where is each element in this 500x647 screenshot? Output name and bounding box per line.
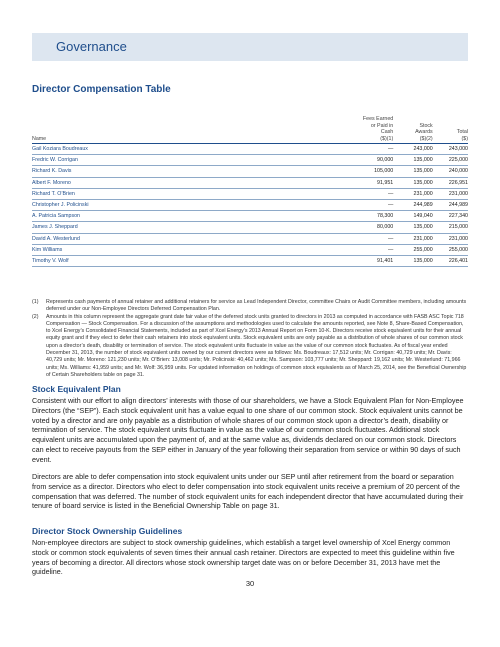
- fees-cell: 80,000: [350, 222, 394, 233]
- footnotes: [32, 299, 468, 379]
- total-cell: 226,951: [433, 177, 468, 188]
- table-row: [32, 244, 468, 255]
- fees-cell: —: [350, 144, 394, 155]
- stock-cell: 244,989: [393, 199, 432, 210]
- director-name: James J. Sheppard: [32, 222, 350, 233]
- fees-cell: 105,000: [350, 166, 394, 177]
- stock-cell: 135,000: [393, 255, 432, 266]
- total-cell: 255,000: [433, 244, 468, 255]
- director-compensation-table: [32, 116, 468, 267]
- director-name: Richard K. Davis: [32, 166, 350, 177]
- table-row: [32, 188, 468, 199]
- footnote-text: Represents cash payments of annual retainer and additional retainers for service as Lead Independent Director, committee Chairs or Audit Committee members, including amounts deferred under our Non-Employee Directors Deferred Compensation Plan.: [46, 299, 467, 313]
- col-header-stock: Stock Awards ($)(2): [393, 116, 432, 144]
- col-header-name: Name: [32, 116, 350, 144]
- fees-cell: 90,000: [350, 155, 394, 166]
- comp-table-title: Director Compensation Table: [32, 84, 171, 95]
- total-cell: 227,340: [433, 211, 468, 222]
- table-header-row: [32, 116, 468, 144]
- fees-cell: —: [350, 244, 394, 255]
- director-name: Albert F. Moreno: [32, 177, 350, 188]
- section-banner: [32, 33, 468, 61]
- stock-plan-paragraph-2: Directors are able to defer compensation into stock equivalent units under our SEP until after retirement from the board or separation from service as a director. Directors who elect to defer compensation into stock equivalent units receive a premium of 20 percent of the compensation that was deferred. The number of stock equivalent units for each independent director that have accumulated during their tenure of board service is listed in the Beneficial Ownership Table on page 31.: [32, 472, 464, 511]
- total-cell: 225,000: [433, 155, 468, 166]
- col-header-total: Total ($): [433, 116, 468, 144]
- footnote-key: (1): [32, 299, 39, 305]
- total-cell: 244,989: [433, 199, 468, 210]
- table-row: [32, 177, 468, 188]
- section-title: Governance: [56, 39, 127, 54]
- director-name: Timothy V. Wolf: [32, 255, 350, 266]
- total-cell: 215,000: [433, 222, 468, 233]
- footnote-2: [32, 314, 468, 380]
- director-name: Richard T. O’Brien: [32, 188, 350, 199]
- director-name: David A. Westerlund: [32, 233, 350, 244]
- director-name: Kim Williams: [32, 244, 350, 255]
- total-cell: 240,000: [433, 166, 468, 177]
- stock-cell: 135,000: [393, 222, 432, 233]
- fees-cell: —: [350, 233, 394, 244]
- director-name: Gail Koziara Boudreaux: [32, 144, 350, 155]
- director-name: Christopher J. Policinski: [32, 199, 350, 210]
- total-cell: 231,000: [433, 233, 468, 244]
- stock-cell: 135,000: [393, 177, 432, 188]
- stock-cell: 149,040: [393, 211, 432, 222]
- director-name: Fredric W. Corrigan: [32, 155, 350, 166]
- fees-cell: 91,951: [350, 177, 394, 188]
- ownership-heading: Director Stock Ownership Guidelines: [32, 526, 183, 536]
- fees-cell: —: [350, 199, 394, 210]
- table-row: [32, 199, 468, 210]
- table-row: [32, 155, 468, 166]
- table-row: [32, 233, 468, 244]
- director-name: A. Patricia Sampson: [32, 211, 350, 222]
- page-number: 30: [245, 579, 255, 588]
- footnote-key: (2): [32, 313, 39, 320]
- stock-cell: 231,000: [393, 188, 432, 199]
- table-row: [32, 211, 468, 222]
- table-row: [32, 222, 468, 233]
- ownership-paragraph: Non-employee directors are subject to stock ownership guidelines, which establish a target level ownership of Xcel Energy common stock or common stock equivalents of seven times their annual cash retainer. Directors are expected to meet this guideline within five years of becoming a director. All directors whose stock ownership target date was on or before December 31, 2013 have met the guideline.: [32, 538, 455, 577]
- col-header-fees: Fees Earned or Paid in Cash ($)(1): [350, 116, 394, 144]
- table-row: [32, 144, 468, 155]
- fees-cell: 78,300: [350, 211, 394, 222]
- footnote-text: Amounts in this column represent the aggregate grant date fair value of the deferred stock units granted to directors in 2013 as computed in accordance with FASB ASC Topic 718 Compensation — Stock Compensation. For a discussion of the assumptions and methodologies used to calculate the amounts reported, see Note 8, Share-Based Compensation, to Xcel Energy’s Consolidated Financial Statements, included as part of Xcel Energy’s 2013 Annual Report on Form 10-K. Directors receive stock equivalent units for their annual equity grant and if they elect to defer their cash retainers into stock equivalent units. Stock equivalent units are only payable as a distribution of whole shares of our common stock upon a director’s death, disability or termination of service. The stock equivalent units fluctuate in value as the value of our common stock fluctuates. As of fiscal year ended December 31, 2013, the number of stock equivalent units owned by our current directors were as follows: Ms. Boudreaux: 17,512 units; Mr. Corrigan: 40,729 units; Mr. Davis: 40,729 units; Mr. Moreno: 121,230 units; Mr. O’Brien: 13,008 units; Mr. Policinski: 40,462 units; Ms. Sampson: 103,777 units; Mr. Sheppard: 19,162 units; Mr. Westerlund: 71,966 units; Ms. Williams: 41,959 units; and Mr. Wolf: 36,959 units. For updated information on holdings of common stock equivalents as of March 25, 2014, see the Beneficial Ownership of Certain Shareholders table on page 31.: [46, 313, 467, 378]
- stock-plan-heading: Stock Equivalent Plan: [32, 384, 121, 394]
- table-row: [32, 255, 468, 266]
- stock-cell: 135,000: [393, 166, 432, 177]
- fees-cell: 91,401: [350, 255, 394, 266]
- total-cell: 243,000: [433, 144, 468, 155]
- fees-cell: —: [350, 188, 394, 199]
- stock-cell: 231,000: [393, 233, 432, 244]
- total-cell: 226,401: [433, 255, 468, 266]
- table-row: [32, 166, 468, 177]
- stock-plan-paragraph-1: Consistent with our effort to align directors’ interests with those of our shareholders, we have a Stock Equivalent Plan for Non-Employee Directors (the “SEP”). Each stock equivalent unit has a value equal to one share of our common stock. Stock equivalent units cannot be voted by a director and are only payable as a distribution of whole shares of our common stock upon a director’s death, disability or termination of service. The stock equivalent units fluctuate in value as the value of our common stock fluctuates. Additional stock equivalent units are accumulated upon the payment of, and at the same value as, dividends declared on our common stock. Directors can elect to receive payouts from the SEP either in January of the year following their separation from service or within 90 days of such event.: [32, 396, 464, 464]
- stock-cell: 255,000: [393, 244, 432, 255]
- stock-cell: 243,000: [393, 144, 432, 155]
- footnote-1: [32, 299, 468, 314]
- stock-cell: 135,000: [393, 155, 432, 166]
- total-cell: 231,000: [433, 188, 468, 199]
